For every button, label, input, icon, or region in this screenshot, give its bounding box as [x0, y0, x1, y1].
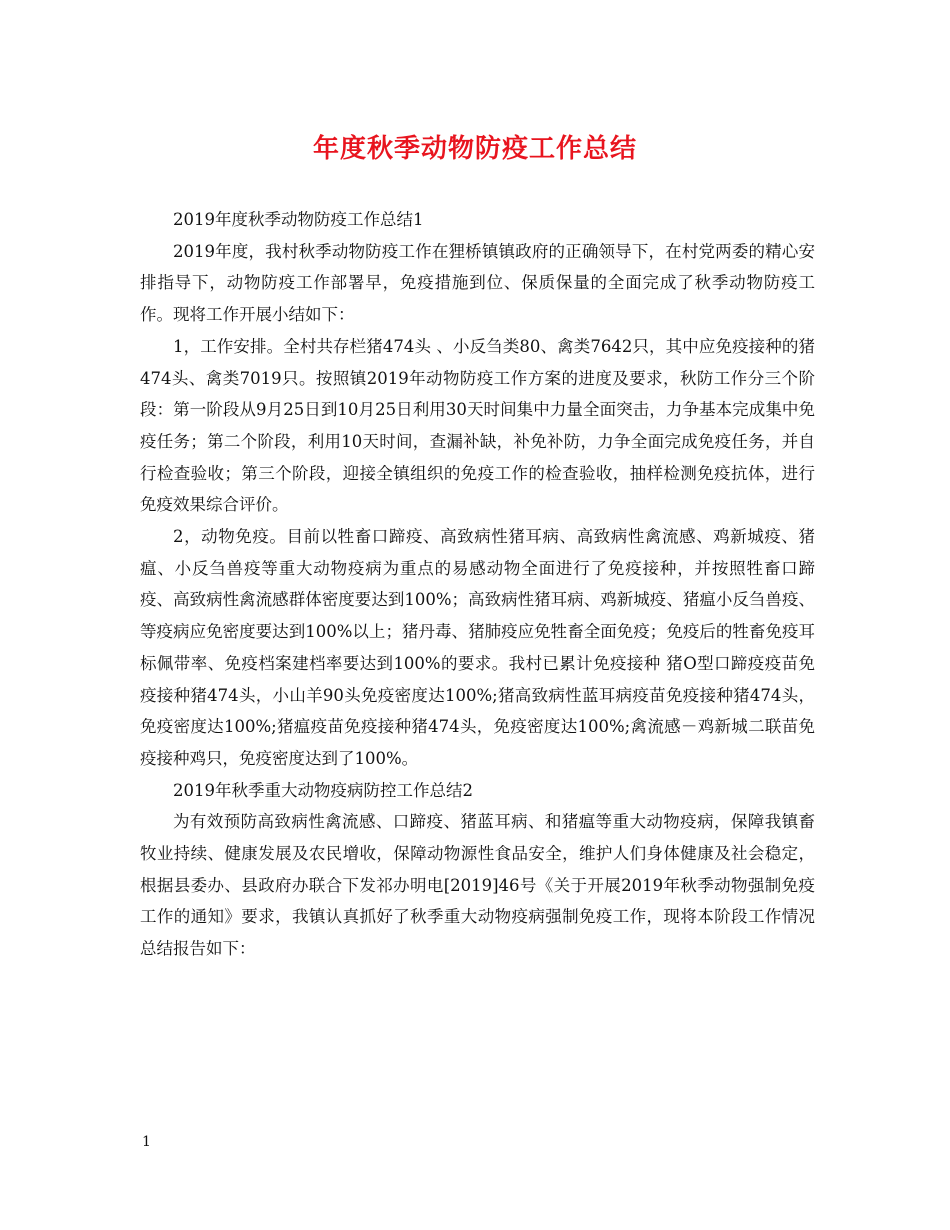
document-body [140, 204, 815, 965]
page-number: 1 [142, 1134, 151, 1150]
paragraph-section-heading-1: 2019年度秋季动物防疫工作总结1 [173, 210, 424, 229]
paragraph-animal-immunization: 2，动物免疫。目前以牲畜口蹄疫、高致病性猪耳病、高致病性禽流感、鸡新城疫、猪瘟、小反刍兽疫等重大动物疫病为重点的易感动物全面进行了免疫接种，并按照牲畜口蹄疫、高致病性禽流感群体密度要达到100%；高致病性猪耳病、鸡新城疫、猪瘟小反刍兽疫、等疫病应免密度要达到100%以上；猪丹毒、猪肺疫应免牲畜全面免疫；免疫后的牲畜免疫耳标佩带率、免疫档案建档率要达到100%的要求。我村已累计免疫接种 猪O型口蹄疫疫苗免疫接种猪474头，小山羊90头免疫密度达100%;猪高致病性蓝耳病疫苗免疫接种猪474头，免疫密度达100%;猪瘟疫苗免疫接种猪474头，免疫密度达100%;禽流感－鸡新城二联苗免疫接种鸡只，免疫密度达到了100%。 [140, 527, 815, 768]
paragraph-work-arrangement: 1，工作安排。全村共存栏猪474头 、小反刍类80、禽类7642只，其中应免疫接种的猪 474头、禽类7019只。按照镇2019年动物防疫工作方案的进度及要求，秋防工作分三个阶段：第一阶段从9月25日到10月25日利用30天时间集中力量全面突击，力争基本完成集中免疫任务；第二个阶段，利用10天时间，查漏补缺，补免补防，力争全面完成免疫任务，并自行检查验收；第三个阶段，迎接全镇组织的免疫工作的检查验收，抽样检测免疫抗体，进行免疫效果综合评价。 [140, 336, 815, 515]
paragraph-intro: 2019年度，我村秋季动物防疫工作在狸桥镇镇政府的正确领导下，在村党两委的精心安排指导下，动物防疫工作部署早，免疫措施到位、保质保量的全面完成了秋季动物防疫工作。现将工作开展小结如下： [140, 241, 815, 325]
paragraph-prevention-purpose: 为有效预防高致病性禽流感、口蹄疫、猪蓝耳病、和猪瘟等重大动物疫病，保障我镇畜牧业持续、健康发展及农民增收，保障动物源性食品安全，维护人们身体健康及社会稳定，根据县委办、县政府办联合下发祁办明电[2019]46号《关于开展2019年秋季动物强制免疫工作的通知》要求，我镇认真抓好了秋季重大动物疫病强制免疫工作，现将本阶段工作情况总结报告如下： [140, 812, 815, 959]
paragraph-section-heading-2: 2019年秋季重大动物疫病防控工作总结2 [173, 780, 473, 800]
document-title: 年度秋季动物防疫工作总结 [312, 134, 637, 164]
